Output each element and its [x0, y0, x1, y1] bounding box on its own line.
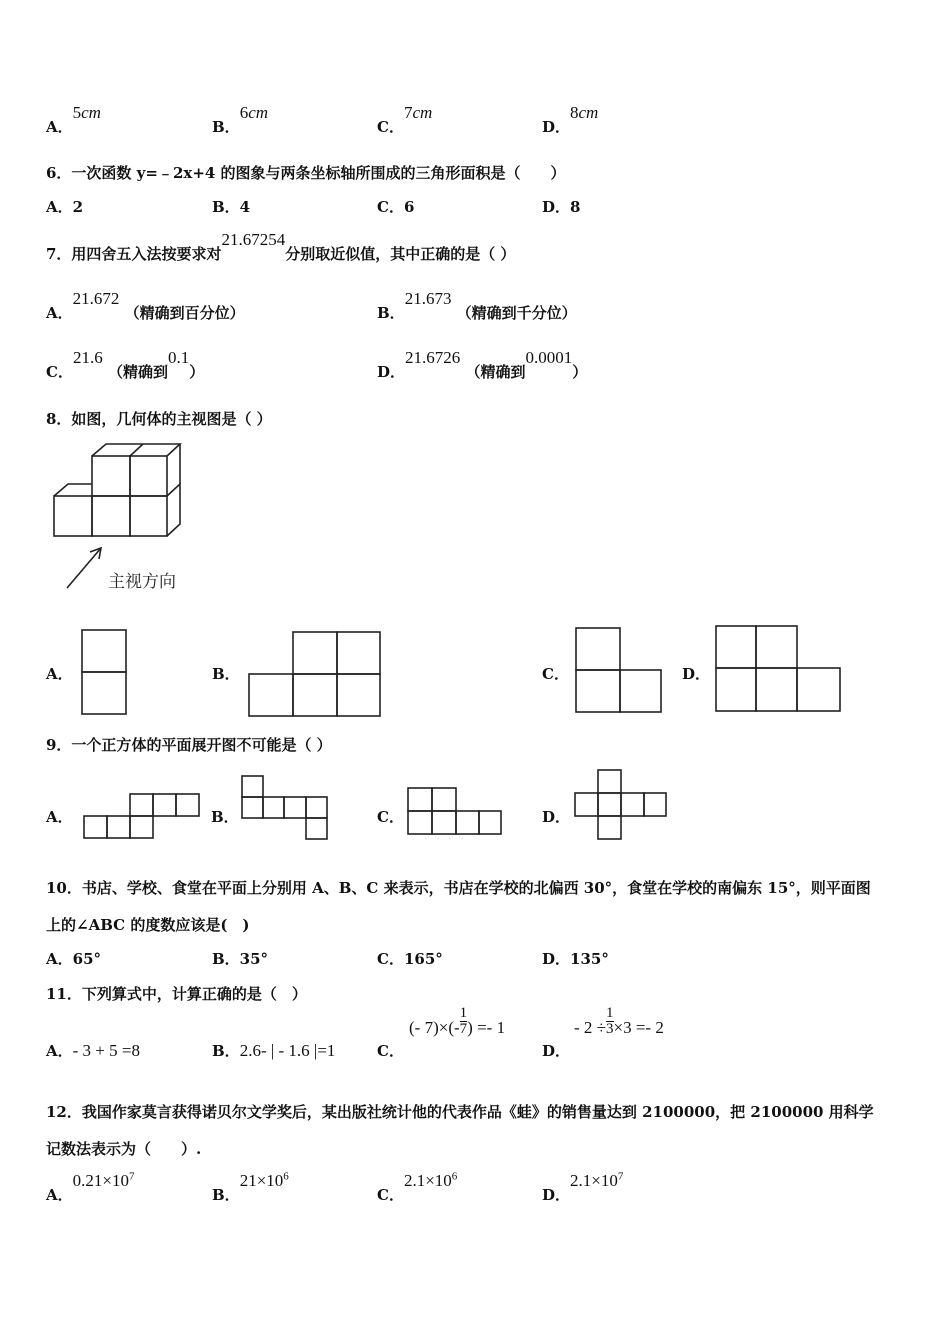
q9-option-a-net	[84, 794, 199, 838]
q12-stem-line2: 记数法表示为（ ）.	[46, 1140, 202, 1158]
q11-option-c[interactable]: C．	[377, 1042, 404, 1060]
q8-figure-label: 主视方向	[108, 572, 176, 592]
q7-option-b[interactable]: B．21.673 （精确到千分位）	[377, 289, 577, 322]
q11-option-a[interactable]: A．- 3 + 5 =8	[46, 1041, 140, 1060]
q11-option-d-expression: - 2 ÷ $\frac{1}{3}$ ×3 =- 2	[574, 1005, 664, 1037]
q10-option-b[interactable]: B．35°	[212, 950, 269, 968]
q8-option-c[interactable]: C．	[542, 665, 569, 683]
q9-option-d-net	[575, 770, 666, 839]
q7-option-c[interactable]: C．21.6 （精确到0.1）	[46, 348, 205, 381]
q11-option-b[interactable]: B．2.6- | - 1.6 |=1	[212, 1041, 336, 1060]
q9-option-d[interactable]: D．	[542, 808, 571, 826]
q10-stem-line2: 上的∠ABC 的度数应该是( )	[46, 916, 250, 934]
q10-stem-line1: 10．书店、学校、食堂在平面上分别用 A、B、C 来表示，书店在学校的北偏西 30°，食堂在学校的南偏东 15°，则平面图	[46, 879, 871, 897]
q6-option-d[interactable]: D．8	[542, 198, 581, 216]
q9-option-b[interactable]: B．	[211, 808, 239, 826]
q9-option-b-net	[242, 776, 327, 839]
q9-option-c-net	[408, 788, 501, 834]
q7-option-d[interactable]: D．21.6726 （精确到0.0001）	[377, 348, 588, 381]
q12-option-c[interactable]: C．$2.1\times 10^6$	[377, 1170, 458, 1204]
q10-option-a[interactable]: A．65°	[46, 950, 102, 968]
q12-stem-line1: 12．我国作家莫言获得诺贝尔文学奖后，某出版社统计他的代表作品《蛙》的销售量达到 2100000，把 2100000 用科学	[46, 1103, 874, 1121]
q12-option-d[interactable]: D．$2.1\times 10^7$	[542, 1170, 624, 1204]
q9-option-c[interactable]: C．	[377, 808, 404, 826]
q11-stem: 11．下列算式中，计算正确的是（ ）	[46, 985, 307, 1003]
q6-option-a[interactable]: A．2	[46, 198, 84, 216]
q7-stem: 7．用四舍五入法按要求对21.67254分别取近似值，其中正确的是（ ）	[46, 230, 516, 263]
q5-option-d[interactable]: D．8cm	[542, 103, 599, 136]
q11-option-d[interactable]: D．	[542, 1042, 571, 1060]
q6-option-c[interactable]: C．6	[377, 198, 415, 216]
q8-option-a[interactable]: A．	[46, 665, 73, 683]
q8-option-b[interactable]: B．	[212, 665, 240, 683]
q5-option-b[interactable]: B．6cm	[212, 103, 269, 136]
q6-option-b[interactable]: B．4	[212, 198, 251, 216]
q12-option-a[interactable]: A．$0.21\times 10^7$	[46, 1170, 135, 1204]
q10-option-c[interactable]: C．165°	[377, 950, 443, 968]
q11-option-c-expression: (- 7)×(- $\frac{1}{7}$ ) =- 1	[409, 1005, 506, 1037]
q6-stem: 6．一次函数 y=﹣2x+4 的图象与两条坐标轴所围成的三角形面积是（ ）	[46, 164, 566, 182]
q8-option-d[interactable]: D．	[682, 665, 711, 683]
q5-option-c[interactable]: C．7cm	[377, 103, 433, 136]
q12-option-b[interactable]: B．$21\times 10^6$	[212, 1170, 289, 1204]
q9-stem: 9．一个正方体的平面展开图不可能是（ ）	[46, 736, 332, 754]
q9-option-a[interactable]: A．	[46, 808, 73, 826]
q7-option-a[interactable]: A．21.672 （精确到百分位）	[46, 289, 245, 322]
q8-stem: 8．如图，几何体的主视图是（ ）	[46, 410, 272, 428]
q5-option-a[interactable]: A．5cm	[46, 103, 101, 136]
q10-option-d[interactable]: D．135°	[542, 950, 609, 968]
